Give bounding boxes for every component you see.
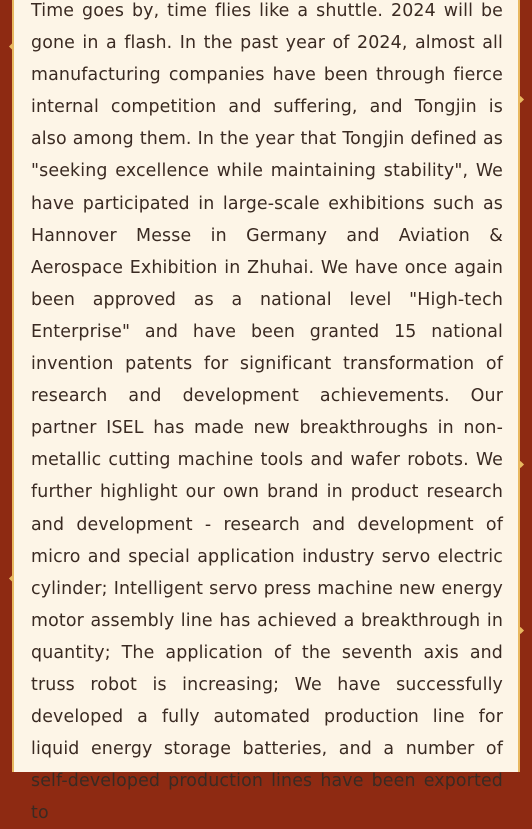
right-border-frame	[520, 0, 532, 772]
right-gold-trim	[518, 0, 520, 772]
left-border-frame	[0, 0, 12, 772]
article-panel	[14, 0, 518, 824]
article-paragraph: Time goes by, time flies like a shuttle. 2024 will be gone in a flash. In the past year of 2024, almost all manufacturing companies have been through fierce internal competition and suffering, and Tongjin is also among them. In the year that Tongjin defined as "seeking excellence while maintaining stability", We have participated in large-scale exhibitions such as Hannover Messe in Germany and Aviation & Aerospace Exhibition in Zhuhai. We have once again been approved as a national level "High-tech Enterprise" and have been granted 15 national invention patents for significant transformation of research and development achievements. Our partner ISEL has made new breakthroughs in non-metallic cutting machine tools and wafer robots. We further highlight our own brand in product research and development - research and development of micro and special application industry servo electric cylinder; Intelligent servo press machine new energy motor assembly line has achieved a breakthrough in quantity; The application of the seventh axis and truss robot is increasing; We have successfully developed a fully automated production line for liquid energy storage batteries, and a number of self-developed production lines have been exported to	[31, 1, 503, 824]
